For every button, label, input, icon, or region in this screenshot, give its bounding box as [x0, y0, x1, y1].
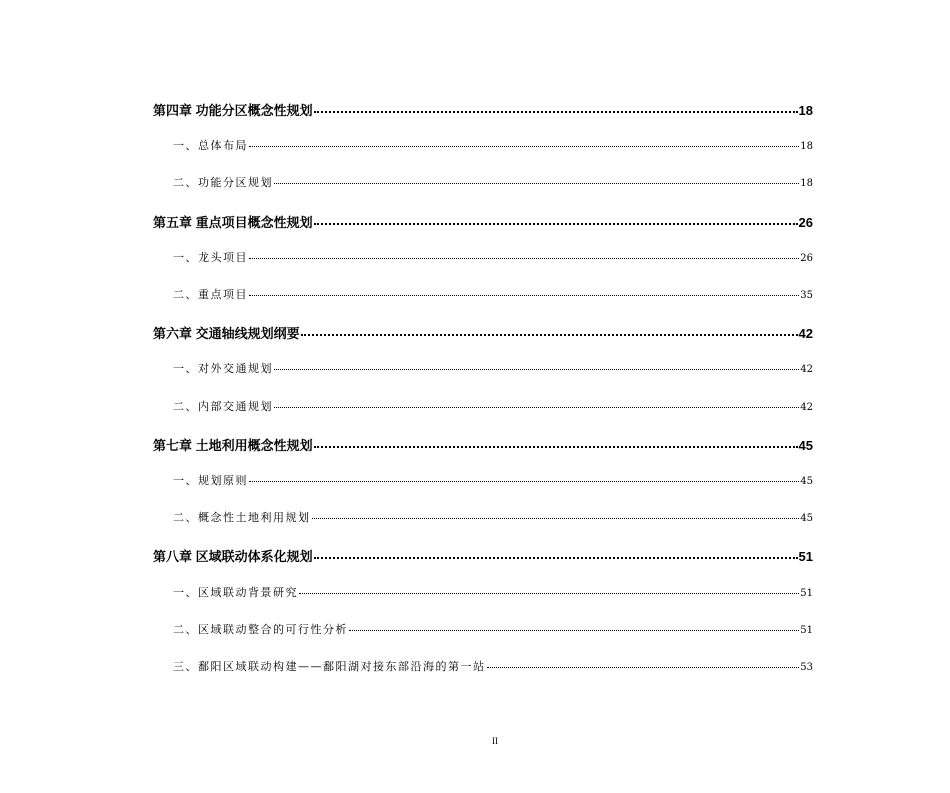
dot-leader — [314, 223, 798, 225]
toc-page-number: 51 — [798, 549, 813, 565]
toc-page-number: 45 — [798, 437, 813, 453]
toc-entry-title: 第五章 重点项目概念性规划 — [153, 214, 313, 230]
toc-chapter-entry[interactable] — [153, 100, 813, 119]
toc-entry-title: 二、重点项目 — [173, 288, 248, 301]
toc-entry-title: 一、区域联动背景研究 — [173, 585, 298, 599]
toc-section-entry[interactable] — [153, 249, 813, 265]
toc-section-entry[interactable] — [153, 584, 813, 600]
toc-page-number: 26 — [800, 252, 813, 264]
toc-entry-title: 二、内部交通规划 — [173, 399, 273, 413]
page-number-footer: II — [492, 736, 498, 746]
dot-leader — [314, 446, 798, 448]
toc-entry-title: 第六章 交通轴线规划纲要 — [153, 326, 300, 342]
toc-page-number: 26 — [798, 214, 813, 230]
toc-entry-title: 第八章 区域联动体系化规划 — [153, 549, 313, 565]
toc-entry-title: 一、龙头项目 — [173, 250, 248, 264]
toc-entry-title: 第七章 土地利用概念性规划 — [153, 437, 313, 453]
toc-page-number: 42 — [800, 364, 813, 376]
toc-entry-title: 一、总体布局 — [173, 139, 248, 153]
dot-leader — [249, 481, 799, 482]
dot-leader — [274, 407, 799, 408]
toc-section-entry[interactable] — [153, 360, 813, 376]
toc-section-entry[interactable] — [153, 398, 813, 414]
toc-page-number: 53 — [800, 662, 813, 673]
toc-chapter-entry[interactable] — [153, 546, 813, 565]
toc-entry-title: 二、功能分区规划 — [173, 176, 273, 190]
toc-page-number: 45 — [800, 476, 813, 487]
dot-leader — [314, 557, 798, 559]
toc-section-entry[interactable] — [153, 621, 813, 637]
toc-chapter-entry[interactable] — [153, 212, 813, 231]
toc-entry-title: 第四章 功能分区概念性规划 — [153, 103, 313, 118]
dot-leader — [349, 630, 799, 631]
toc-page-number: 18 — [798, 103, 813, 118]
dot-leader — [312, 518, 800, 519]
toc-section-entry[interactable] — [153, 658, 813, 674]
toc-entry-title: 一、对外交通规划 — [173, 362, 273, 376]
dot-leader — [299, 593, 799, 594]
toc-page-number: 18 — [800, 178, 813, 190]
toc-entry-title: 二、区域联动整合的可行性分析 — [173, 622, 348, 636]
toc-entry-title: 二、概念性土地利用规划 — [173, 511, 311, 525]
dot-leader — [301, 334, 798, 336]
dot-leader — [487, 667, 800, 668]
dot-leader — [249, 146, 799, 147]
toc-section-entry[interactable] — [153, 286, 813, 302]
toc-chapter-entry[interactable] — [153, 323, 813, 342]
dot-leader — [274, 183, 799, 184]
toc-page-number: 42 — [800, 401, 813, 413]
toc-page-number: 51 — [800, 587, 813, 599]
toc-page-number: 18 — [800, 141, 813, 153]
toc-section-entry[interactable] — [153, 174, 813, 190]
toc-section-entry[interactable] — [153, 472, 813, 488]
toc-page-number: 42 — [798, 326, 813, 342]
toc-chapter-entry[interactable] — [153, 435, 813, 454]
toc-entry-title: 三、鄱阳区域联动构建——鄱阳湖对接东部沿海的第一站 — [173, 660, 486, 673]
toc-page-number: 51 — [800, 624, 813, 636]
dot-leader — [249, 295, 799, 296]
toc-section-entry[interactable] — [153, 137, 813, 153]
dot-leader — [274, 369, 799, 370]
dot-leader — [249, 258, 799, 259]
toc-section-entry[interactable] — [153, 509, 813, 525]
toc-entry-title: 一、规划原则 — [173, 474, 248, 487]
toc-page-number: 45 — [800, 513, 813, 525]
dot-leader — [314, 111, 798, 113]
toc-page-number: 35 — [800, 290, 813, 301]
